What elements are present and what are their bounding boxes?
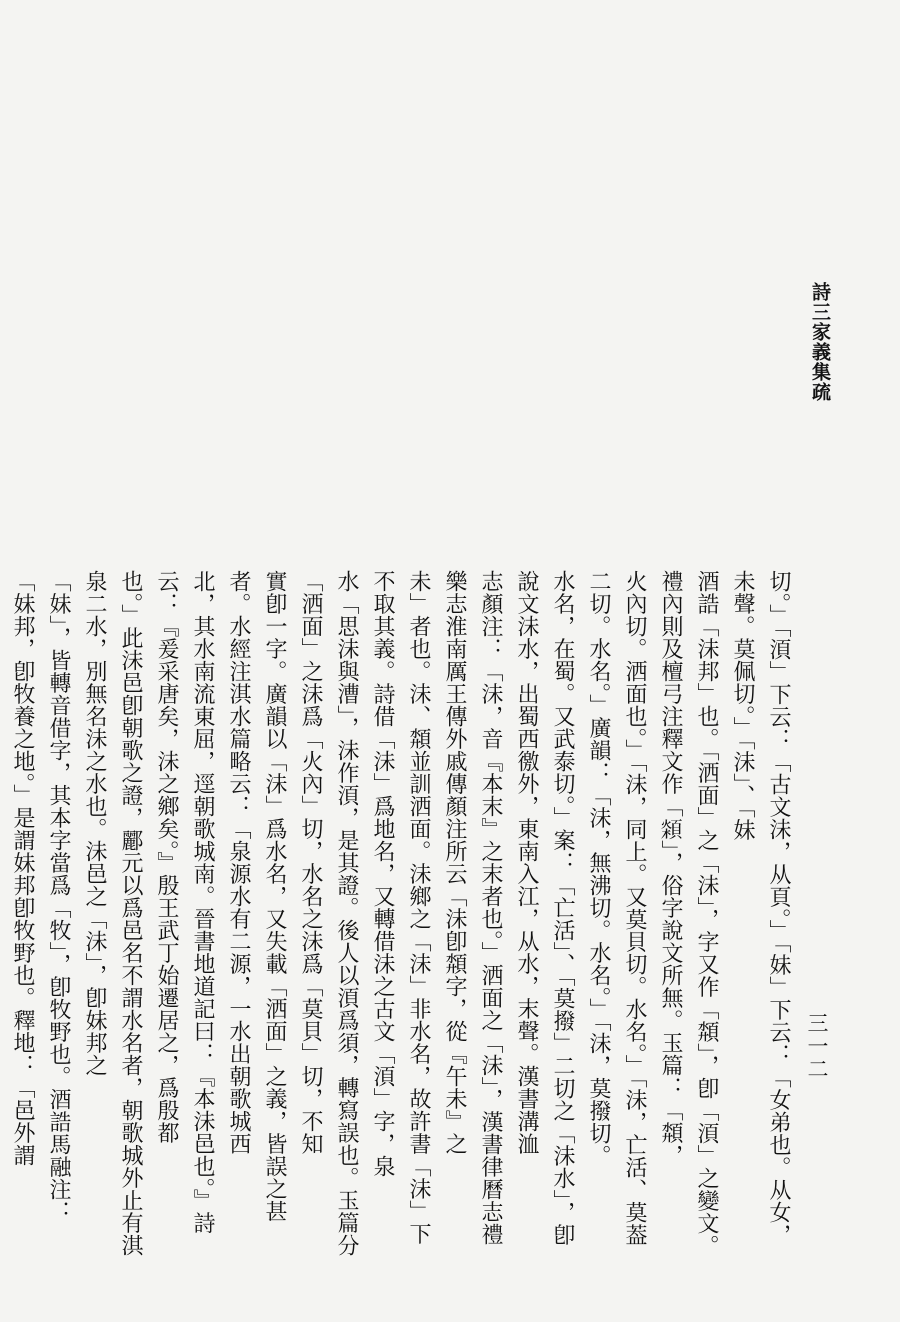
text-column: 北，其水南流東屈，逕朝歌城南。晉書地道記曰：『本沬邑也。』詩云：『爰采唐矣，沬之鄉矣。』殷王武丁始遷居之，爲殷都 bbox=[154, 570, 215, 1234]
text-column: 切。」「湏」下云：「古文沬，从頁。」「妹」下云：「女弟也。从女，未聲。莫佩切。」「沬」、「妹 bbox=[730, 570, 791, 1246]
text-column: 水名，在蜀。又武泰切。」案：「亡活」、「莫撥」二切之「沬水」，卽說文沬水，出蜀西徼外，東南入江，从水，末聲。漢書溝洫 bbox=[514, 570, 575, 1246]
text-column: 「妹」，皆轉音借字，其本字當爲「牧」，卽牧野也。酒誥馬融注：「妹邦，卽牧養之地。」是謂妹邦卽牧野也。釋地：「邑外謂 bbox=[10, 570, 71, 1223]
text-column: 志顏注：「沬，音『本末』之末者也。」洒面之「沬」，漢書律曆志禮樂志淮南厲王傳外戚傳顏注所云「沬卽頮字，從『午未』之 bbox=[442, 570, 503, 1246]
text-column: 酒誥「沬邦」也。「洒面」之「沬」，字又作「頮」，卽「湏」之變文。禮內則及檀弓注釋文作「𩓮」，俗字說文所無。玉篇：「頮， bbox=[658, 570, 719, 1257]
page-number: 三一二 bbox=[805, 1012, 829, 1081]
commentary-body bbox=[10, 570, 796, 1260]
running-title: 詩三家義集疏 bbox=[809, 282, 831, 402]
text-column bbox=[0, 570, 4, 1260]
text-column: 未」者也。沬、頮並訓洒面。沬鄉之「沬」非水名，故許書「沬」下不取其義。詩借「沬」爲地名，又轉借沬之古文「湏」字，泉 bbox=[370, 570, 431, 1245]
text-column: 實卽一字。廣韻以「沬」爲水名，又失載「洒面」之義，皆誤之甚者。水經注淇水篇略云：「泉源水有二源，一水出朝歌城西 bbox=[226, 570, 287, 1223]
text-column: 水「思沬與漕」，沬作湏，是其證。後人以湏爲須，轉寫誤也。玉篇分「洒面」之沬爲「火內」切，水名之沬爲「莫貝」切，不知 bbox=[298, 570, 359, 1257]
text-column: 火內切。洒面也。」「沬，同上。又莫貝切。水名。」「沬，亡活、莫葢二切。水名。」廣韻：「沬，無沸切。水名。」「沬，莫撥切。 bbox=[586, 570, 647, 1246]
text-column: 也。」此沬邑卽朝歌之證，酈元以爲邑名不謂水名者，朝歌城外止有淇泉二水，別無名沬之水也。沬邑之「沬」，卽妹邦之 bbox=[82, 570, 143, 1257]
